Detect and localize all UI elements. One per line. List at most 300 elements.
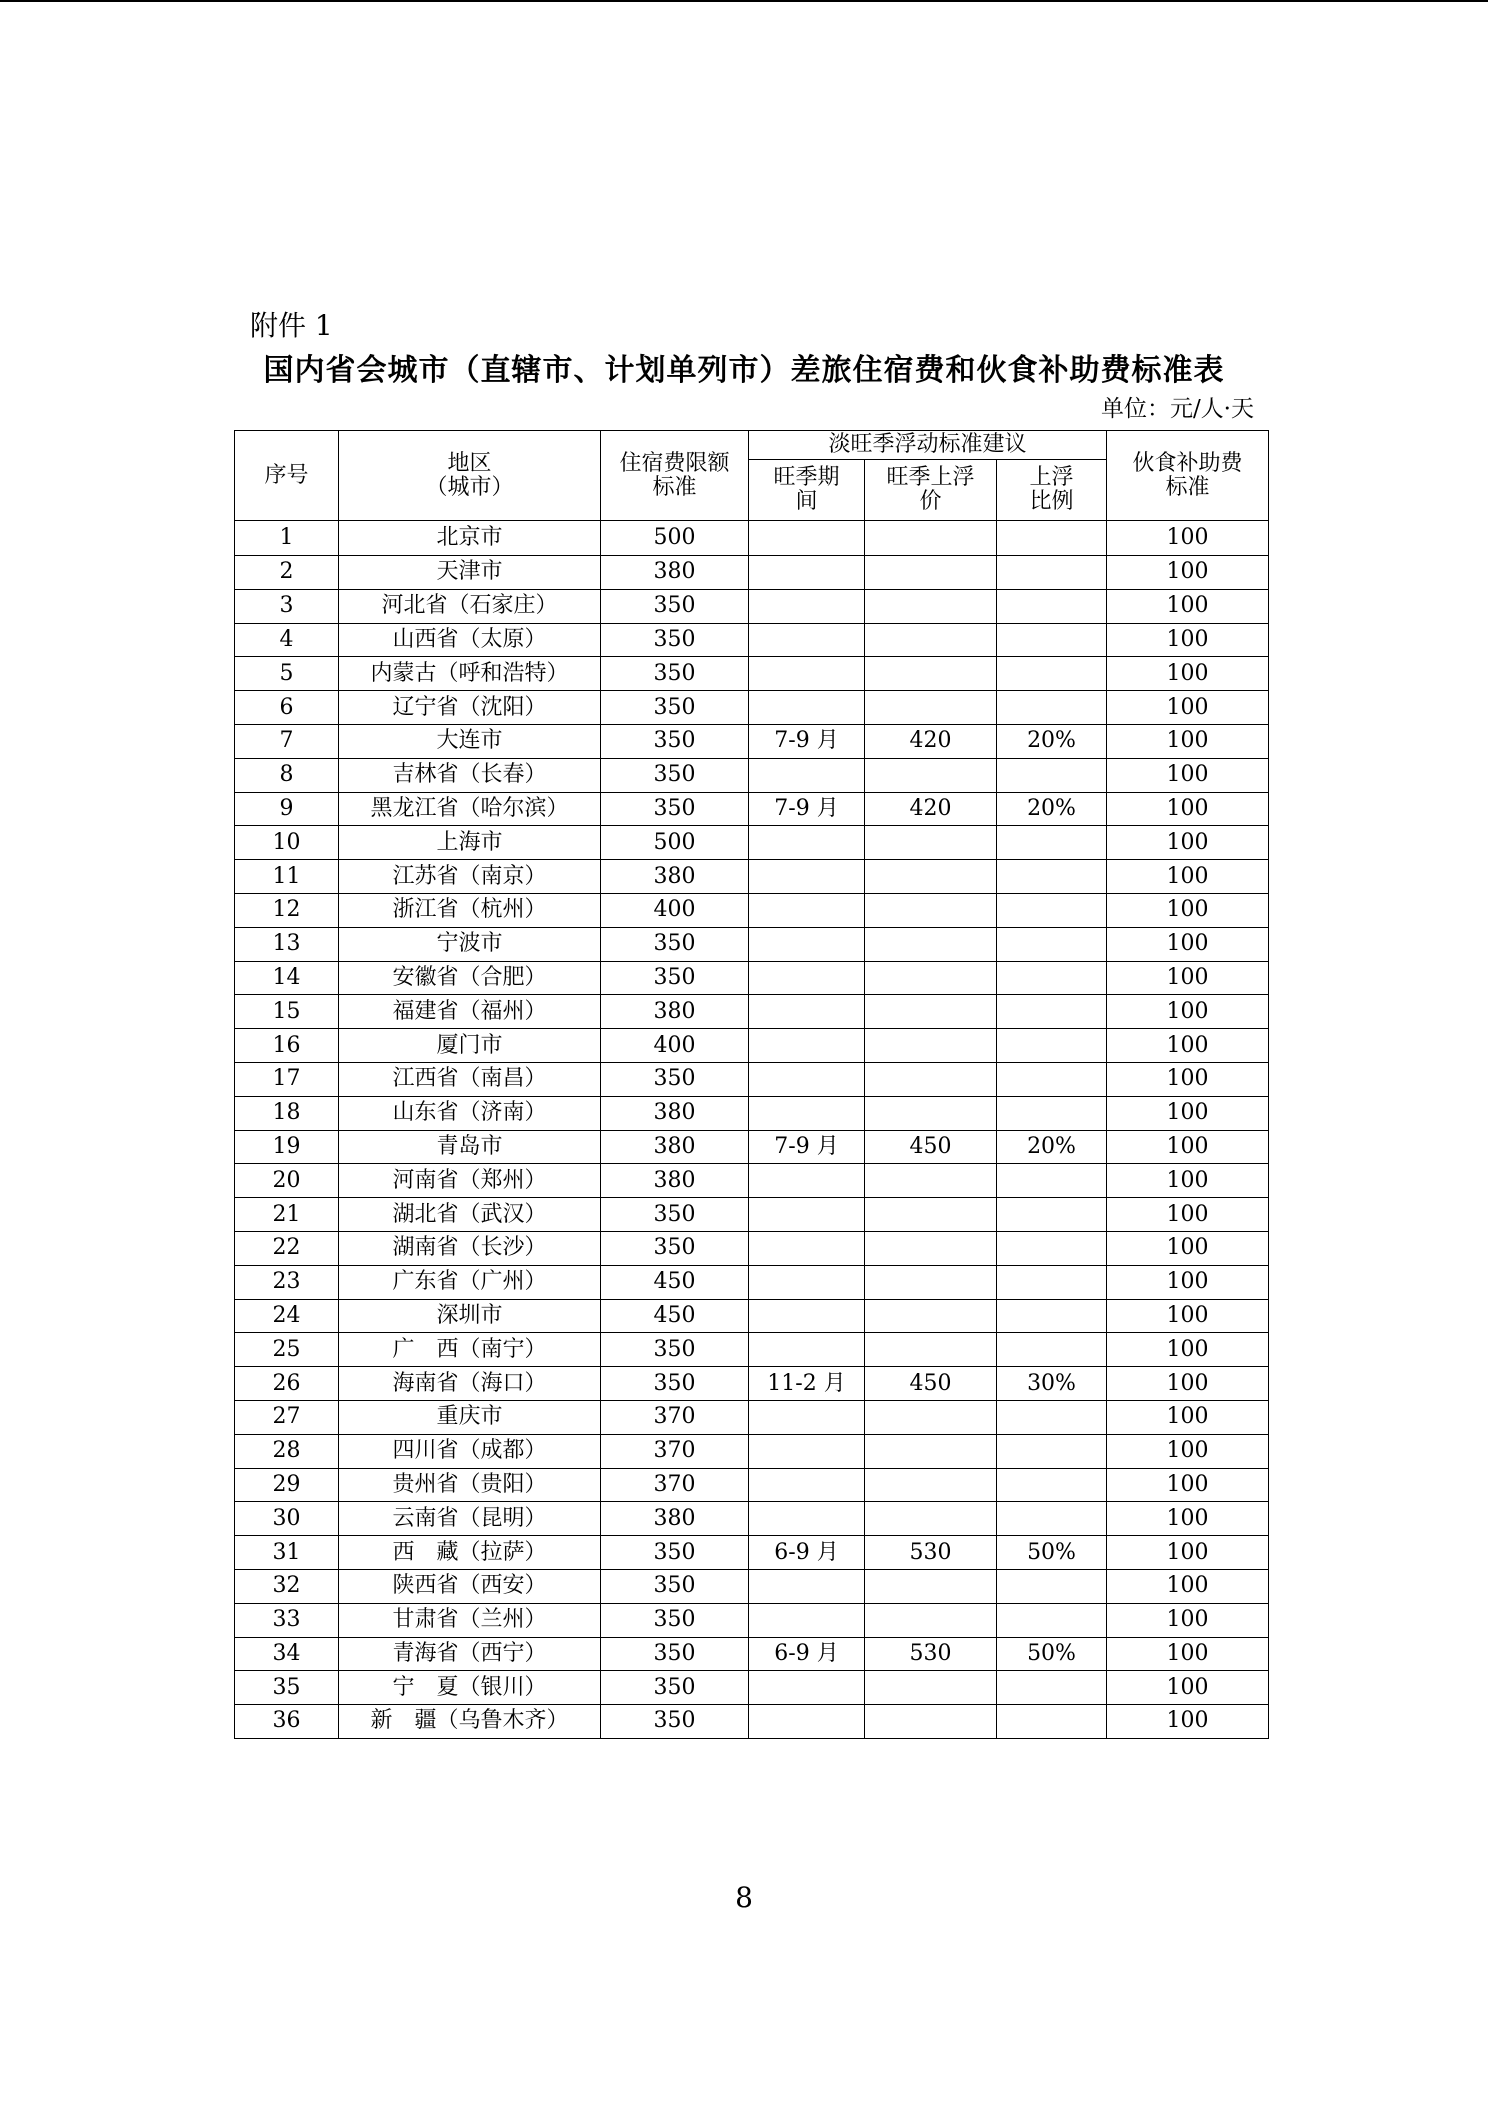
- peak-period-cell: 6-9 月: [749, 1536, 865, 1570]
- meal-cell: 100: [1107, 826, 1269, 860]
- peak-period-cell: [749, 521, 865, 556]
- peak-price-cell: 420: [865, 724, 997, 758]
- increase-ratio-cell: [997, 1231, 1107, 1265]
- increase-ratio-cell: [997, 961, 1107, 995]
- meal-cell: 100: [1107, 1299, 1269, 1333]
- peak-period-cell: [749, 826, 865, 860]
- increase-ratio-cell: [997, 826, 1107, 860]
- peak-period-cell: 7-9 月: [749, 1130, 865, 1164]
- seq-cell: 35: [235, 1671, 339, 1705]
- increase-ratio-cell: [997, 657, 1107, 691]
- peak-price-cell: [865, 758, 997, 792]
- peak-period-cell: [749, 995, 865, 1029]
- table-row: [235, 691, 1269, 725]
- peak-price-cell: [865, 556, 997, 590]
- peak-price-cell: [865, 1569, 997, 1603]
- peak-period-cell: [749, 1468, 865, 1502]
- increase-ratio-cell: [997, 1029, 1107, 1063]
- peak-price-cell: [865, 1434, 997, 1468]
- region-cell: 浙江省（杭州）: [339, 893, 601, 927]
- peak-period-cell: [749, 893, 865, 927]
- lodging-cell: 380: [601, 556, 749, 590]
- increase-ratio-cell: 20%: [997, 1130, 1107, 1164]
- peak-period-cell: [749, 657, 865, 691]
- meal-cell: 100: [1107, 724, 1269, 758]
- lodging-cell: 350: [601, 792, 749, 826]
- region-cell: 大连市: [339, 724, 601, 758]
- table-row: [235, 1164, 1269, 1198]
- peak-price-cell: [865, 1029, 997, 1063]
- region-cell: 河南省（郑州）: [339, 1164, 601, 1198]
- meal-cell: 100: [1107, 961, 1269, 995]
- meal-cell: 100: [1107, 589, 1269, 623]
- peak-period-cell: [749, 1333, 865, 1367]
- peak-period-cell: [749, 1265, 865, 1299]
- table-row: [235, 1502, 1269, 1536]
- region-cell: 上海市: [339, 826, 601, 860]
- seq-cell: 14: [235, 961, 339, 995]
- region-cell: 湖北省（武汉）: [339, 1198, 601, 1232]
- header-peak-price: 旺季上浮价: [865, 460, 997, 521]
- peak-period-cell: [749, 961, 865, 995]
- peak-period-cell: [749, 758, 865, 792]
- meal-cell: 100: [1107, 623, 1269, 657]
- region-cell: 海南省（海口）: [339, 1367, 601, 1401]
- table-row: [235, 1637, 1269, 1671]
- lodging-cell: 450: [601, 1299, 749, 1333]
- region-cell: 深圳市: [339, 1299, 601, 1333]
- region-cell: 内蒙古（呼和浩特）: [339, 657, 601, 691]
- lodging-cell: 350: [601, 758, 749, 792]
- peak-period-cell: [749, 1029, 865, 1063]
- seq-cell: 21: [235, 1198, 339, 1232]
- increase-ratio-cell: [997, 860, 1107, 894]
- meal-cell: 100: [1107, 758, 1269, 792]
- seq-cell: 20: [235, 1164, 339, 1198]
- region-cell: 黑龙江省（哈尔滨）: [339, 792, 601, 826]
- meal-cell: 100: [1107, 1502, 1269, 1536]
- peak-period-cell: [749, 1198, 865, 1232]
- seq-cell: 29: [235, 1468, 339, 1502]
- region-cell: 山东省（济南）: [339, 1096, 601, 1130]
- peak-price-cell: [865, 1164, 997, 1198]
- increase-ratio-cell: [997, 589, 1107, 623]
- region-cell: 青海省（西宁）: [339, 1637, 601, 1671]
- header-lodging: 住宿费限额标准: [601, 431, 749, 521]
- seq-cell: 4: [235, 623, 339, 657]
- peak-price-cell: [865, 1096, 997, 1130]
- peak-price-cell: [865, 1468, 997, 1502]
- increase-ratio-cell: [997, 1333, 1107, 1367]
- meal-cell: 100: [1107, 1603, 1269, 1637]
- peak-price-cell: [865, 1400, 997, 1434]
- lodging-cell: 350: [601, 1536, 749, 1570]
- region-cell: 湖南省（长沙）: [339, 1231, 601, 1265]
- increase-ratio-cell: [997, 1502, 1107, 1536]
- seq-cell: 9: [235, 792, 339, 826]
- lodging-cell: 350: [601, 724, 749, 758]
- peak-price-cell: 530: [865, 1536, 997, 1570]
- meal-cell: 100: [1107, 1062, 1269, 1096]
- meal-cell: 100: [1107, 893, 1269, 927]
- peak-price-cell: [865, 1502, 997, 1536]
- region-cell: 西 藏（拉萨）: [339, 1536, 601, 1570]
- lodging-cell: 350: [601, 1705, 749, 1739]
- lodging-cell: 380: [601, 860, 749, 894]
- meal-cell: 100: [1107, 995, 1269, 1029]
- region-cell: 江苏省（南京）: [339, 860, 601, 894]
- seq-cell: 24: [235, 1299, 339, 1333]
- table-row: [235, 1130, 1269, 1164]
- region-cell: 天津市: [339, 556, 601, 590]
- meal-cell: 100: [1107, 1637, 1269, 1671]
- peak-price-cell: [865, 927, 997, 961]
- page-top-rule: [0, 0, 1488, 2]
- seq-cell: 16: [235, 1029, 339, 1063]
- lodging-cell: 350: [601, 961, 749, 995]
- header-meal: 伙食补助费标准: [1107, 431, 1269, 521]
- lodging-cell: 350: [601, 1671, 749, 1705]
- seq-cell: 27: [235, 1400, 339, 1434]
- peak-period-cell: [749, 927, 865, 961]
- increase-ratio-cell: 20%: [997, 724, 1107, 758]
- peak-period-cell: [749, 589, 865, 623]
- region-cell: 云南省（昆明）: [339, 1502, 601, 1536]
- peak-price-cell: [865, 1299, 997, 1333]
- meal-cell: 100: [1107, 1164, 1269, 1198]
- peak-price-cell: [865, 860, 997, 894]
- table-row: [235, 1536, 1269, 1570]
- table-row: [235, 724, 1269, 758]
- table-row: [235, 826, 1269, 860]
- peak-period-cell: [749, 1400, 865, 1434]
- peak-price-cell: [865, 826, 997, 860]
- increase-ratio-cell: 50%: [997, 1536, 1107, 1570]
- table-row: [235, 1096, 1269, 1130]
- table-row: [235, 1299, 1269, 1333]
- table-row: [235, 1468, 1269, 1502]
- meal-cell: 100: [1107, 657, 1269, 691]
- unit-note: 单位：元/人·天: [1100, 396, 1254, 422]
- peak-period-cell: [749, 556, 865, 590]
- peak-period-cell: [749, 1096, 865, 1130]
- lodging-cell: 350: [601, 623, 749, 657]
- seq-cell: 13: [235, 927, 339, 961]
- meal-cell: 100: [1107, 1231, 1269, 1265]
- table-row: [235, 623, 1269, 657]
- lodging-cell: 380: [601, 1130, 749, 1164]
- meal-cell: 100: [1107, 1367, 1269, 1401]
- increase-ratio-cell: 30%: [997, 1367, 1107, 1401]
- table-row: [235, 1705, 1269, 1739]
- meal-cell: 100: [1107, 1130, 1269, 1164]
- peak-period-cell: [749, 623, 865, 657]
- peak-price-cell: 530: [865, 1637, 997, 1671]
- standards-table: [234, 430, 1269, 1739]
- seq-cell: 28: [235, 1434, 339, 1468]
- meal-cell: 100: [1107, 1265, 1269, 1299]
- lodging-cell: 500: [601, 826, 749, 860]
- meal-cell: 100: [1107, 860, 1269, 894]
- peak-period-cell: [749, 1502, 865, 1536]
- region-cell: 重庆市: [339, 1400, 601, 1434]
- table-row: [235, 657, 1269, 691]
- page-number: 8: [735, 1881, 753, 1914]
- seq-cell: 5: [235, 657, 339, 691]
- peak-period-cell: 7-9 月: [749, 792, 865, 826]
- header-peak-period: 旺季期间: [749, 460, 865, 521]
- lodging-cell: 350: [601, 1231, 749, 1265]
- increase-ratio-cell: [997, 1434, 1107, 1468]
- peak-period-cell: [749, 1434, 865, 1468]
- region-cell: 河北省（石家庄）: [339, 589, 601, 623]
- peak-price-cell: [865, 1231, 997, 1265]
- region-cell: 甘肃省（兰州）: [339, 1603, 601, 1637]
- increase-ratio-cell: [997, 1603, 1107, 1637]
- table-row: [235, 1569, 1269, 1603]
- peak-period-cell: 6-9 月: [749, 1637, 865, 1671]
- seq-cell: 33: [235, 1603, 339, 1637]
- lodging-cell: 350: [601, 657, 749, 691]
- lodging-cell: 380: [601, 1502, 749, 1536]
- meal-cell: 100: [1107, 1333, 1269, 1367]
- seq-cell: 7: [235, 724, 339, 758]
- region-cell: 青岛市: [339, 1130, 601, 1164]
- seq-cell: 10: [235, 826, 339, 860]
- header-row-top: [235, 431, 1269, 460]
- meal-cell: 100: [1107, 1705, 1269, 1739]
- seq-cell: 3: [235, 589, 339, 623]
- increase-ratio-cell: [997, 1299, 1107, 1333]
- region-cell: 新 疆（乌鲁木齐）: [339, 1705, 601, 1739]
- lodging-cell: 350: [601, 1062, 749, 1096]
- table-row: [235, 1603, 1269, 1637]
- peak-price-cell: 450: [865, 1367, 997, 1401]
- seq-cell: 17: [235, 1062, 339, 1096]
- table-row: [235, 927, 1269, 961]
- increase-ratio-cell: [997, 556, 1107, 590]
- table-row: [235, 1265, 1269, 1299]
- region-cell: 宁 夏（银川）: [339, 1671, 601, 1705]
- table-row: [235, 792, 1269, 826]
- increase-ratio-cell: [997, 623, 1107, 657]
- lodging-cell: 500: [601, 521, 749, 556]
- header-season-group: 淡旺季浮动标准建议: [749, 431, 1107, 460]
- lodging-cell: 350: [601, 1198, 749, 1232]
- region-cell: 吉林省（长春）: [339, 758, 601, 792]
- seq-cell: 6: [235, 691, 339, 725]
- region-cell: 山西省（太原）: [339, 623, 601, 657]
- peak-period-cell: 7-9 月: [749, 724, 865, 758]
- table-row: [235, 860, 1269, 894]
- table-row: [235, 1062, 1269, 1096]
- peak-period-cell: [749, 860, 865, 894]
- table-row: [235, 1400, 1269, 1434]
- increase-ratio-cell: [997, 1705, 1107, 1739]
- peak-price-cell: [865, 1198, 997, 1232]
- peak-price-cell: [865, 893, 997, 927]
- meal-cell: 100: [1107, 1468, 1269, 1502]
- peak-period-cell: [749, 1299, 865, 1333]
- lodging-cell: 350: [601, 1637, 749, 1671]
- increase-ratio-cell: 20%: [997, 792, 1107, 826]
- peak-price-cell: [865, 961, 997, 995]
- table-row: [235, 521, 1269, 556]
- meal-cell: 100: [1107, 1198, 1269, 1232]
- table-body: [235, 521, 1269, 1739]
- region-cell: 安徽省（合肥）: [339, 961, 601, 995]
- increase-ratio-cell: [997, 1265, 1107, 1299]
- seq-cell: 36: [235, 1705, 339, 1739]
- seq-cell: 11: [235, 860, 339, 894]
- peak-price-cell: 420: [865, 792, 997, 826]
- table-row: [235, 556, 1269, 590]
- increase-ratio-cell: [997, 1400, 1107, 1434]
- increase-ratio-cell: [997, 927, 1107, 961]
- meal-cell: 100: [1107, 927, 1269, 961]
- seq-cell: 25: [235, 1333, 339, 1367]
- peak-period-cell: [749, 1164, 865, 1198]
- increase-ratio-cell: [997, 995, 1107, 1029]
- region-cell: 广东省（广州）: [339, 1265, 601, 1299]
- seq-cell: 23: [235, 1265, 339, 1299]
- peak-price-cell: [865, 1062, 997, 1096]
- region-cell: 北京市: [339, 521, 601, 556]
- seq-cell: 19: [235, 1130, 339, 1164]
- region-cell: 江西省（南昌）: [339, 1062, 601, 1096]
- peak-period-cell: 11-2 月: [749, 1367, 865, 1401]
- lodging-cell: 450: [601, 1265, 749, 1299]
- peak-price-cell: [865, 691, 997, 725]
- meal-cell: 100: [1107, 1536, 1269, 1570]
- table-row: [235, 1231, 1269, 1265]
- lodging-cell: 380: [601, 1096, 749, 1130]
- peak-price-cell: [865, 1603, 997, 1637]
- table-row: [235, 1198, 1269, 1232]
- region-cell: 广 西（南宁）: [339, 1333, 601, 1367]
- table-row: [235, 1333, 1269, 1367]
- seq-cell: 2: [235, 556, 339, 590]
- header-increase-ratio: 上浮比例: [997, 460, 1107, 521]
- lodging-cell: 380: [601, 1164, 749, 1198]
- table-row: [235, 1367, 1269, 1401]
- peak-price-cell: [865, 1265, 997, 1299]
- lodging-cell: 350: [601, 1603, 749, 1637]
- region-cell: 福建省（福州）: [339, 995, 601, 1029]
- increase-ratio-cell: [997, 1062, 1107, 1096]
- header-region: 地区 （城市）: [339, 431, 601, 521]
- peak-period-cell: [749, 1231, 865, 1265]
- lodging-cell: 350: [601, 1569, 749, 1603]
- lodging-cell: 380: [601, 995, 749, 1029]
- increase-ratio-cell: 50%: [997, 1637, 1107, 1671]
- seq-cell: 34: [235, 1637, 339, 1671]
- peak-price-cell: 450: [865, 1130, 997, 1164]
- peak-price-cell: [865, 995, 997, 1029]
- seq-cell: 15: [235, 995, 339, 1029]
- increase-ratio-cell: [997, 521, 1107, 556]
- seq-cell: 12: [235, 893, 339, 927]
- lodging-cell: 370: [601, 1434, 749, 1468]
- increase-ratio-cell: [997, 893, 1107, 927]
- region-cell: 厦门市: [339, 1029, 601, 1063]
- seq-cell: 31: [235, 1536, 339, 1570]
- table-row: [235, 1671, 1269, 1705]
- increase-ratio-cell: [997, 1096, 1107, 1130]
- table-row: [235, 1029, 1269, 1063]
- meal-cell: 100: [1107, 792, 1269, 826]
- peak-price-cell: [865, 657, 997, 691]
- header-seq: 序号: [235, 431, 339, 521]
- meal-cell: 100: [1107, 521, 1269, 556]
- lodging-cell: 350: [601, 589, 749, 623]
- lodging-cell: 370: [601, 1468, 749, 1502]
- table-row: [235, 1434, 1269, 1468]
- peak-price-cell: [865, 589, 997, 623]
- meal-cell: 100: [1107, 1569, 1269, 1603]
- peak-period-cell: [749, 1569, 865, 1603]
- peak-period-cell: [749, 691, 865, 725]
- increase-ratio-cell: [997, 1468, 1107, 1502]
- peak-price-cell: [865, 1705, 997, 1739]
- seq-cell: 26: [235, 1367, 339, 1401]
- lodging-cell: 400: [601, 893, 749, 927]
- increase-ratio-cell: [997, 1671, 1107, 1705]
- lodging-cell: 350: [601, 927, 749, 961]
- table-row: [235, 893, 1269, 927]
- region-cell: 陕西省（西安）: [339, 1569, 601, 1603]
- meal-cell: 100: [1107, 1029, 1269, 1063]
- table-row: [235, 589, 1269, 623]
- increase-ratio-cell: [997, 758, 1107, 792]
- seq-cell: 30: [235, 1502, 339, 1536]
- lodging-cell: 350: [601, 691, 749, 725]
- peak-price-cell: [865, 1333, 997, 1367]
- increase-ratio-cell: [997, 691, 1107, 725]
- region-cell: 宁波市: [339, 927, 601, 961]
- seq-cell: 22: [235, 1231, 339, 1265]
- lodging-cell: 400: [601, 1029, 749, 1063]
- seq-cell: 18: [235, 1096, 339, 1130]
- table-row: [235, 961, 1269, 995]
- lodging-cell: 350: [601, 1333, 749, 1367]
- table-row: [235, 758, 1269, 792]
- region-cell: 贵州省（贵阳）: [339, 1468, 601, 1502]
- peak-price-cell: [865, 521, 997, 556]
- peak-price-cell: [865, 1671, 997, 1705]
- meal-cell: 100: [1107, 1434, 1269, 1468]
- region-cell: 四川省（成都）: [339, 1434, 601, 1468]
- seq-cell: 32: [235, 1569, 339, 1603]
- meal-cell: 100: [1107, 556, 1269, 590]
- seq-cell: 8: [235, 758, 339, 792]
- meal-cell: 100: [1107, 1671, 1269, 1705]
- document-title: 国内省会城市（直辖市、计划单列市）差旅住宿费和伙食补助费标准表: [263, 353, 1225, 388]
- increase-ratio-cell: [997, 1164, 1107, 1198]
- meal-cell: 100: [1107, 1096, 1269, 1130]
- seq-cell: 1: [235, 521, 339, 556]
- region-cell: 辽宁省（沈阳）: [339, 691, 601, 725]
- lodging-cell: 370: [601, 1400, 749, 1434]
- meal-cell: 100: [1107, 691, 1269, 725]
- increase-ratio-cell: [997, 1198, 1107, 1232]
- peak-period-cell: [749, 1603, 865, 1637]
- meal-cell: 100: [1107, 1400, 1269, 1434]
- table-row: [235, 995, 1269, 1029]
- attachment-label: 附件 1: [250, 309, 333, 342]
- peak-period-cell: [749, 1062, 865, 1096]
- peak-price-cell: [865, 623, 997, 657]
